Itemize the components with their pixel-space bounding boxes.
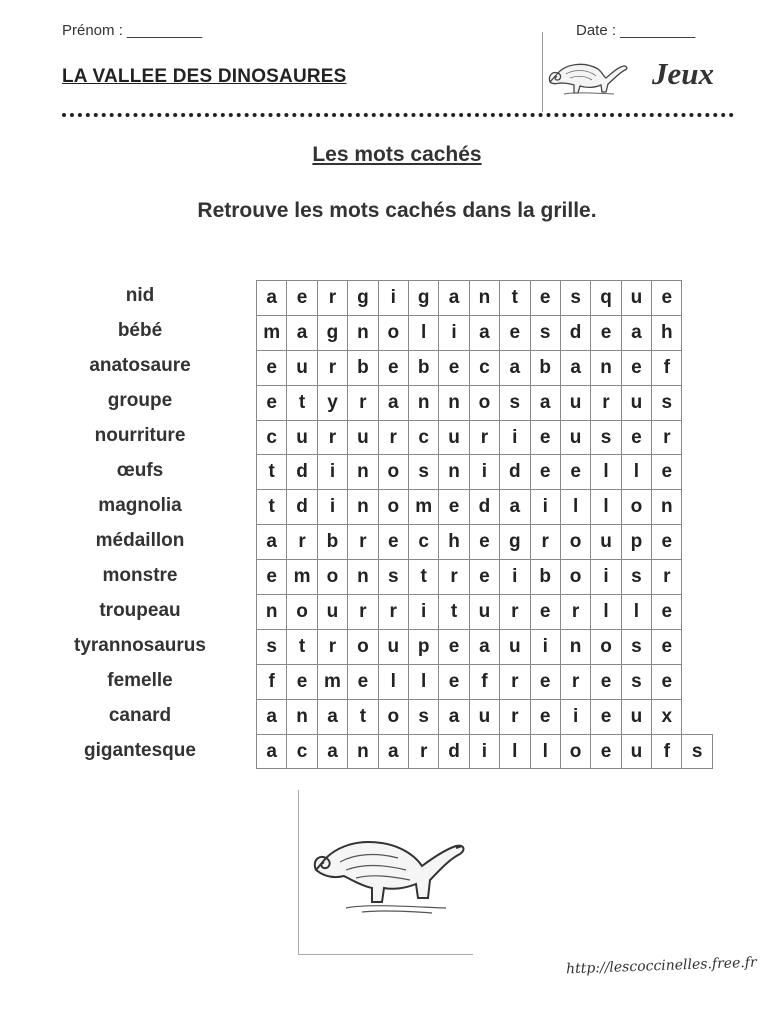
grid-cell: l — [621, 455, 651, 490]
grid-cell: a — [317, 734, 347, 769]
grid-cell: e — [257, 385, 287, 420]
grid-cell: u — [621, 385, 651, 420]
grid-cell: e — [652, 281, 682, 316]
grid-cell: o — [560, 734, 590, 769]
grid-cell: t — [257, 455, 287, 490]
grid-cell: m — [257, 315, 287, 350]
grid-cell: t — [257, 490, 287, 525]
grid-cell: a — [439, 281, 469, 316]
grid-cell: a — [378, 734, 408, 769]
grid-cell: l — [408, 315, 438, 350]
grid-cell: h — [439, 525, 469, 560]
grid-cell: g — [500, 525, 530, 560]
grid-row — [257, 315, 713, 350]
grid-cell: e — [257, 560, 287, 595]
jeux-label: Jeux — [652, 56, 714, 91]
grid-cell: n — [591, 350, 621, 385]
grid-cell: e — [652, 595, 682, 630]
grid-cell: o — [560, 525, 590, 560]
grid-cell: e — [469, 560, 499, 595]
grid-cell: i — [591, 560, 621, 595]
word-list-item: bébé — [117, 320, 163, 341]
grid-cell: d — [287, 455, 317, 490]
grid-cell: r — [500, 699, 530, 734]
grid-cell: u — [621, 281, 651, 316]
grid-cell: l — [591, 490, 621, 525]
grid-cell: s — [621, 664, 651, 699]
word-list-item: magnolia — [98, 495, 182, 516]
word-list-item: nid — [125, 285, 155, 306]
grid-cell: s — [378, 560, 408, 595]
grid-cell: h — [652, 315, 682, 350]
grid-cell: r — [469, 420, 499, 455]
grid-cell: u — [469, 595, 499, 630]
dinosaur-small-icon — [544, 52, 630, 98]
grid-cell: c — [469, 350, 499, 385]
grid-cell: p — [621, 525, 651, 560]
grid-cell: o — [469, 385, 499, 420]
grid-row — [257, 420, 713, 455]
grid-cell: r — [348, 595, 378, 630]
grid-cell: a — [621, 315, 651, 350]
grid-cell: a — [287, 315, 317, 350]
word-list — [50, 278, 230, 768]
grid-cell: e — [621, 420, 651, 455]
grid-cell: t — [408, 560, 438, 595]
grid-cell: o — [378, 455, 408, 490]
grid-cell: n — [348, 315, 378, 350]
word-list-item: nourriture — [94, 425, 186, 446]
website-credit: http://lescoccinelles.free.fr — [565, 954, 757, 978]
grid-cell: n — [257, 595, 287, 630]
grid-cell: i — [469, 455, 499, 490]
grid-cell: t — [287, 385, 317, 420]
grid-cell: s — [257, 629, 287, 664]
grid-cell: r — [500, 595, 530, 630]
grid-cell: o — [378, 315, 408, 350]
grid-cell: e — [439, 350, 469, 385]
grid-cell: r — [560, 664, 590, 699]
grid-cell: n — [348, 560, 378, 595]
grid-cell: u — [500, 629, 530, 664]
word-list-item: œufs — [116, 460, 164, 481]
grid-cell: n — [652, 490, 682, 525]
grid-row — [257, 455, 713, 490]
grid-cell: e — [378, 525, 408, 560]
grid-cell: e — [530, 281, 560, 316]
grid-cell: s — [621, 560, 651, 595]
grid-cell: e — [439, 664, 469, 699]
grid-cell: e — [652, 629, 682, 664]
grid-row — [257, 734, 713, 769]
dinosaur-illustration-icon — [306, 818, 472, 918]
word-list-item: monstre — [102, 565, 178, 586]
grid-cell: o — [621, 490, 651, 525]
grid-cell: l — [591, 455, 621, 490]
grid-row — [257, 525, 713, 560]
grid-cell: e — [530, 420, 560, 455]
header-divider — [542, 32, 543, 112]
word-list-item: femelle — [107, 670, 173, 691]
word-list-item: anatosaure — [89, 355, 191, 376]
grid-cell: e — [439, 490, 469, 525]
grid-cell: b — [348, 350, 378, 385]
grid-cell: i — [439, 315, 469, 350]
grid-cell: s — [591, 420, 621, 455]
grid-cell: o — [317, 560, 347, 595]
grid-cell: f — [469, 664, 499, 699]
grid-cell: i — [530, 490, 560, 525]
grid-cell: o — [348, 629, 378, 664]
grid-cell: a — [500, 350, 530, 385]
grid-cell: r — [317, 350, 347, 385]
grid-cell: q — [591, 281, 621, 316]
grid-cell: y — [317, 385, 347, 420]
grid-row — [257, 490, 713, 525]
grid-cell: l — [378, 664, 408, 699]
grid-cell: n — [348, 490, 378, 525]
grid-cell: i — [560, 699, 590, 734]
grid-cell: s — [652, 385, 682, 420]
grid-cell: o — [287, 595, 317, 630]
grid-cell: e — [652, 664, 682, 699]
grid-cell: b — [530, 560, 560, 595]
grid-cell: r — [439, 560, 469, 595]
grid-cell: a — [257, 699, 287, 734]
grid-cell: n — [408, 385, 438, 420]
grid-cell: e — [530, 664, 560, 699]
grid-cell: a — [530, 385, 560, 420]
grid-row — [257, 664, 713, 699]
grid-cell: t — [348, 699, 378, 734]
grid-cell: a — [257, 525, 287, 560]
grid-cell: e — [652, 525, 682, 560]
grid-cell: s — [500, 385, 530, 420]
grid-cell: u — [378, 629, 408, 664]
grid-cell: u — [317, 595, 347, 630]
grid-cell: a — [469, 629, 499, 664]
grid-cell: e — [591, 699, 621, 734]
grid-cell: e — [287, 281, 317, 316]
grid-cell: e — [652, 455, 682, 490]
grid-cell: e — [591, 664, 621, 699]
grid-cell: n — [287, 699, 317, 734]
grid-cell: c — [287, 734, 317, 769]
grid-cell: i — [530, 629, 560, 664]
grid-cell: u — [469, 699, 499, 734]
grid-cell: r — [317, 629, 347, 664]
grid-cell: r — [530, 525, 560, 560]
grid-row — [257, 595, 713, 630]
grid-cell: e — [560, 455, 590, 490]
grid-cell: i — [378, 281, 408, 316]
grid-cell: a — [469, 315, 499, 350]
grid-cell: u — [287, 350, 317, 385]
date-field-label: Date : _________ — [576, 22, 696, 39]
grid-cell: u — [621, 734, 651, 769]
grid-cell: r — [348, 525, 378, 560]
grid-cell: u — [621, 699, 651, 734]
grid-cell: o — [591, 629, 621, 664]
dotted-separator — [62, 113, 734, 117]
grid-cell: e — [378, 350, 408, 385]
grid-cell: d — [469, 490, 499, 525]
instruction-text: Retrouve les mots cachés dans la grille. — [197, 199, 597, 222]
theme-title: LA VALLEE DES DINOSAURES — [62, 66, 347, 87]
grid-cell: a — [257, 281, 287, 316]
grid-cell: s — [560, 281, 590, 316]
prenom-field-label: Prénom : _________ — [62, 22, 203, 39]
grid-cell: r — [378, 595, 408, 630]
grid-row — [257, 699, 713, 734]
grid-cell: e — [287, 664, 317, 699]
grid-cell: p — [408, 629, 438, 664]
grid-cell: d — [500, 455, 530, 490]
grid-row — [257, 560, 713, 595]
grid-cell: r — [287, 525, 317, 560]
grid-cell: o — [560, 560, 590, 595]
grid-cell: s — [682, 734, 712, 769]
grid-row — [257, 281, 713, 316]
word-list-item: troupeau — [99, 600, 181, 621]
grid-cell: n — [469, 281, 499, 316]
grid-cell: c — [257, 420, 287, 455]
grid-cell: r — [317, 281, 347, 316]
grid-cell: c — [408, 525, 438, 560]
grid-cell: e — [621, 350, 651, 385]
grid-cell: o — [378, 490, 408, 525]
grid-cell: r — [500, 664, 530, 699]
grid-cell: l — [408, 664, 438, 699]
grid-row — [257, 629, 713, 664]
grid-cell: l — [621, 595, 651, 630]
grid-cell: b — [530, 350, 560, 385]
grid-cell: u — [560, 385, 590, 420]
grid-cell: x — [652, 699, 682, 734]
grid-cell: d — [287, 490, 317, 525]
grid-cell: a — [500, 490, 530, 525]
grid-cell: l — [530, 734, 560, 769]
word-list-item: tyrannosaurus — [74, 635, 206, 656]
grid-cell: b — [317, 525, 347, 560]
word-list-item: gigantesque — [84, 740, 196, 761]
grid-cell: i — [408, 595, 438, 630]
grid-cell: o — [378, 699, 408, 734]
grid-cell: u — [560, 420, 590, 455]
grid-cell: i — [500, 560, 530, 595]
grid-cell: u — [439, 420, 469, 455]
grid-cell: i — [317, 455, 347, 490]
grid-cell: u — [348, 420, 378, 455]
grid-cell: f — [257, 664, 287, 699]
grid-cell: a — [439, 699, 469, 734]
grid-cell: r — [317, 420, 347, 455]
grid-cell: e — [530, 699, 560, 734]
grid-cell: u — [591, 525, 621, 560]
grid-cell: a — [257, 734, 287, 769]
grid-cell: l — [500, 734, 530, 769]
grid-cell: e — [591, 734, 621, 769]
grid-cell: e — [439, 629, 469, 664]
word-search-grid — [256, 280, 713, 769]
grid-cell: f — [652, 350, 682, 385]
grid-cell: e — [257, 350, 287, 385]
grid-cell: a — [317, 699, 347, 734]
page-title: Les mots cachés — [312, 143, 482, 166]
grid-cell: n — [439, 455, 469, 490]
grid-cell: l — [560, 490, 590, 525]
grid-cell: f — [652, 734, 682, 769]
grid-cell: a — [560, 350, 590, 385]
grid-cell: u — [287, 420, 317, 455]
grid-cell: n — [439, 385, 469, 420]
grid-cell: r — [408, 734, 438, 769]
word-list-item: médaillon — [95, 530, 185, 551]
grid-cell: e — [500, 315, 530, 350]
grid-cell: g — [348, 281, 378, 316]
word-list-item: canard — [108, 705, 172, 726]
grid-cell: e — [591, 315, 621, 350]
grid-cell: a — [378, 385, 408, 420]
grid-cell: t — [500, 281, 530, 316]
grid-cell: e — [530, 455, 560, 490]
grid-cell: r — [348, 385, 378, 420]
grid-cell: i — [317, 490, 347, 525]
grid-cell: r — [652, 420, 682, 455]
grid-cell: g — [408, 281, 438, 316]
grid-cell: s — [408, 699, 438, 734]
grid-cell: e — [530, 595, 560, 630]
grid-cell: r — [652, 560, 682, 595]
grid-cell: n — [560, 629, 590, 664]
grid-row — [257, 350, 713, 385]
grid-cell: l — [591, 595, 621, 630]
grid-cell: c — [408, 420, 438, 455]
grid-cell: r — [378, 420, 408, 455]
grid-cell: e — [469, 525, 499, 560]
grid-row — [257, 385, 713, 420]
grid-cell: m — [317, 664, 347, 699]
grid-cell: t — [439, 595, 469, 630]
grid-cell: n — [348, 455, 378, 490]
grid-cell: r — [591, 385, 621, 420]
grid-cell: m — [287, 560, 317, 595]
grid-cell: m — [408, 490, 438, 525]
grid-cell: i — [469, 734, 499, 769]
grid-cell: t — [287, 629, 317, 664]
grid-cell: s — [408, 455, 438, 490]
grid-cell: s — [530, 315, 560, 350]
grid-cell: g — [317, 315, 347, 350]
grid-cell: b — [408, 350, 438, 385]
grid-cell: i — [500, 420, 530, 455]
grid-cell: e — [348, 664, 378, 699]
grid-cell: n — [348, 734, 378, 769]
grid-cell: r — [560, 595, 590, 630]
grid-cell: d — [439, 734, 469, 769]
word-list-item: groupe — [107, 390, 173, 411]
grid-cell: d — [560, 315, 590, 350]
grid-cell: s — [621, 629, 651, 664]
